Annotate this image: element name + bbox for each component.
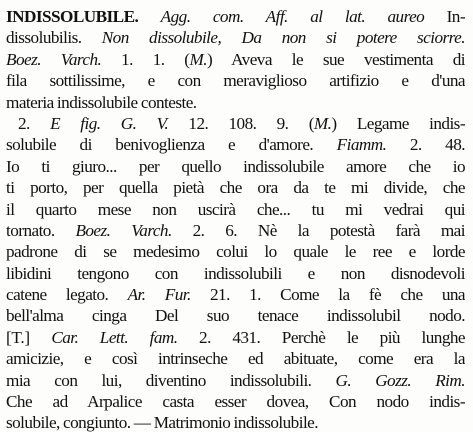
- italic-text: Agg. com. Aff. al lat. aureo: [160, 7, 425, 26]
- entry-line: [6, 92, 465, 113]
- text-segment: ti porto, per quella pietà che ora da te mi divide, che: [6, 178, 465, 198]
- italic-text: E fig. G. V.: [50, 113, 169, 133]
- text-segment: Che ad Arpalice casta esser dovea, Con nodo indis-: [6, 392, 465, 412]
- text-segment: 2. 431. Perchè le più lunghe: [177, 327, 465, 347]
- text-segment: padrone di se medesimo colui lo quale le ree e lorde: [6, 242, 465, 262]
- entry-line: [6, 6, 465, 27]
- italic-text: Non dissolubile, Da non si potere sciorre.: [101, 28, 465, 48]
- text-segment: libidini tengono con indissolubili e non disnodevoli: [6, 263, 465, 283]
- entry-line: [6, 134, 465, 155]
- text-segment: 2.: [18, 113, 51, 133]
- headword: INDISSOLUBILE.: [6, 7, 139, 26]
- italic-text: Fiamm.: [336, 135, 387, 155]
- entry-line: [6, 199, 465, 220]
- entry-line: [6, 49, 465, 70]
- text-segment: fila sottilissime, e con meraviglioso artifizio e d'una: [6, 71, 465, 91]
- text-segment: mia con lui, diventino indissolubili.: [6, 370, 336, 390]
- dictionary-entry: [6, 6, 465, 434]
- text-segment: In-: [424, 7, 465, 26]
- italic-text: Car. Lett. fam.: [51, 327, 178, 347]
- text-segment: tornato.: [6, 220, 76, 240]
- entry-line: [6, 412, 465, 433]
- text-segment: 2. 48.: [386, 135, 465, 155]
- entry-line: [6, 27, 465, 48]
- text-segment: [138, 7, 160, 26]
- text-segment: ) Legame indis-: [331, 113, 465, 133]
- text-segment: [30, 328, 52, 347]
- text-segment: ) Aveva le sue vestimenta di: [207, 49, 465, 69]
- italic-text: G. Gozz. Rim.: [335, 370, 465, 390]
- entry-line: [6, 284, 465, 305]
- entry-line: [6, 327, 465, 348]
- italic-text: Boez. Varch.: [75, 220, 172, 240]
- text-segment: solubile di benivoglienza e d'amore.: [6, 135, 337, 155]
- italic-text: M.: [189, 49, 208, 69]
- entry-line: [6, 348, 465, 369]
- text-segment: amicizie, e così intrinseche ed abituate, come era la: [6, 349, 465, 369]
- text-segment: Io ti giuro... per quello indissolubile amore che io: [6, 156, 465, 176]
- entry-line: [6, 391, 465, 412]
- text-segment: 2. 6. Nè la potestà farà mai: [171, 220, 465, 240]
- text-segment: bell'alma cinga Del suo tenace indissolubil nodo.: [6, 306, 465, 326]
- entry-line: [6, 70, 465, 91]
- entry-line: [6, 177, 465, 198]
- italic-text: Ar. Fur.: [127, 285, 191, 305]
- bracket-marker: [T.]: [6, 327, 30, 347]
- text-segment: materia indissolubile conteste.: [6, 92, 197, 112]
- text-segment: 21. 1. Come la fè che una: [190, 285, 465, 305]
- text-segment: 1. 1. (: [101, 49, 190, 69]
- italic-text: M.: [313, 113, 332, 133]
- entry-line: [6, 263, 465, 284]
- text-segment: solubile, congiunto. — Matrimonio indissolubile.: [6, 413, 318, 433]
- entry-line: [6, 113, 465, 134]
- text-segment: 12. 108. 9. (: [168, 113, 314, 133]
- text-segment: dissolubilis.: [6, 28, 102, 48]
- entry-line: [6, 220, 465, 241]
- entry-line: [6, 370, 465, 391]
- entry-line: [6, 241, 465, 262]
- entry-line: [6, 156, 465, 177]
- italic-text: Boez. Varch.: [6, 49, 102, 69]
- text-segment: il quarto mese non uscirà che... tu mi vedrai qui: [6, 199, 465, 219]
- entry-line: [6, 305, 465, 326]
- text-segment: catene legato.: [6, 285, 128, 305]
